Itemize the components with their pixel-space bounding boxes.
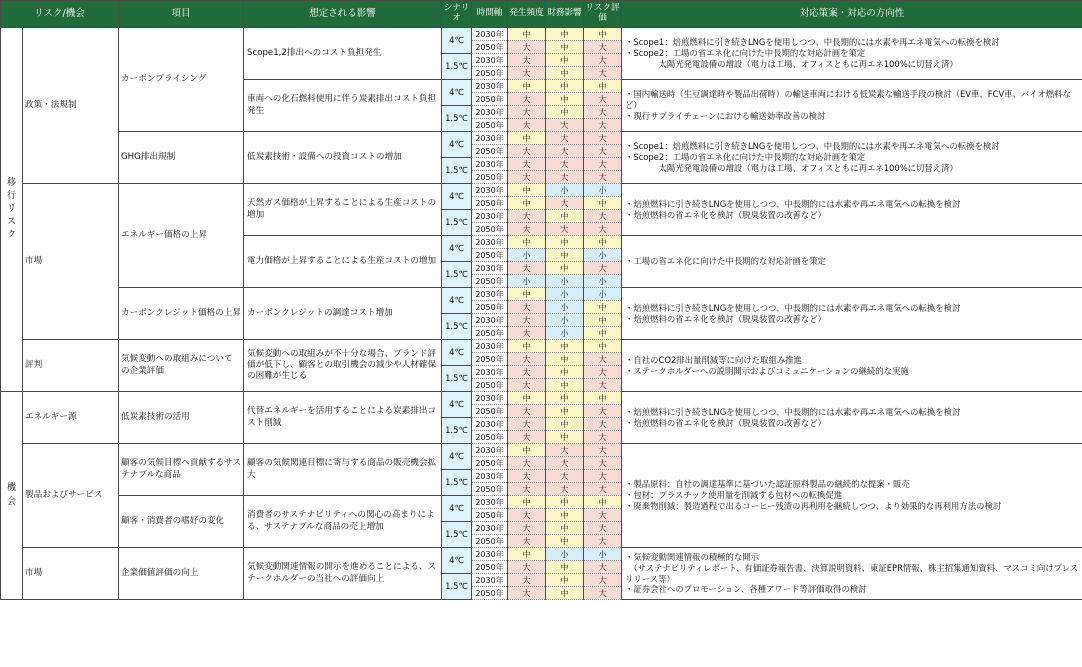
item-cell: 気候変動への取組みについての企業評価 (119, 340, 244, 392)
risk-value: 中 (584, 197, 622, 210)
risk-value: 大 (584, 405, 622, 418)
scenario-cell: 4℃ (442, 340, 472, 366)
scenario-cell: 4℃ (442, 496, 472, 522)
scenario-cell: 4℃ (442, 28, 472, 54)
measures-cell (622, 132, 1082, 184)
year-cell: 2030年 (472, 28, 508, 41)
measure-line: 太陽光発電設備の増設（電力は工場、オフィスともに再エネ100%に切替え済） (625, 162, 958, 173)
measure-line: （サステナビリティレポート、有価証券報告書、決算説明資料、東証EPR情報、株主招集通知資料、マスコミ向けプレスリリース等） (625, 562, 1079, 584)
scenario-cell: 4℃ (442, 236, 472, 262)
year-cell: 2050年 (472, 249, 508, 262)
measure-line: ・Scope1：焙煎燃料に引き続きLNGを使用しつつ、中長期的には水素や再エネ電気への転換を検討 (625, 37, 1000, 48)
frequency-value: 大 (508, 366, 546, 379)
table-row (1, 392, 1082, 405)
risk-value: 中 (584, 327, 622, 340)
frequency-value: 中 (508, 392, 546, 405)
measures-cell (622, 392, 1082, 444)
header-risk-evaluation: リスク評価 (584, 1, 622, 28)
frequency-value: 中 (508, 340, 546, 353)
year-cell: 2030年 (472, 262, 508, 275)
financial-value: 中 (546, 353, 584, 366)
year-cell: 2030年 (472, 132, 508, 145)
financial-value: 小 (546, 301, 584, 314)
risk-value: 大 (584, 509, 622, 522)
table-row (1, 132, 1082, 145)
risk-value: 小 (584, 548, 622, 561)
impact-cell: 顧客の気候関連目標に寄与する商品の販売機会拡大 (244, 444, 442, 496)
risk-value: 大 (584, 262, 622, 275)
frequency-value: 大 (508, 67, 546, 80)
frequency-value: 大 (508, 457, 546, 470)
impact-cell: 天然ガス価格が上昇することによる生産コストの増加 (244, 184, 442, 236)
risk-value: 大 (584, 132, 622, 145)
year-cell: 2050年 (472, 171, 508, 184)
year-cell: 2050年 (472, 405, 508, 418)
year-cell: 2050年 (472, 145, 508, 158)
frequency-value: 小 (508, 249, 546, 262)
risk-value: 大 (584, 366, 622, 379)
financial-value: 中 (546, 41, 584, 54)
measure-line: ・工場の省エネ化に向けた中長期的な対応計画を策定 (625, 256, 827, 267)
financial-value: 中 (546, 54, 584, 67)
financial-value: 中 (546, 236, 584, 249)
frequency-value: 大 (508, 145, 546, 158)
measure-line: ・気候変動関連情報の積極的な開示 (625, 551, 760, 562)
scenario-cell: 4℃ (442, 548, 472, 574)
financial-value: 大 (546, 132, 584, 145)
year-cell: 2050年 (472, 509, 508, 522)
financial-value: 中 (546, 106, 584, 119)
frequency-value: 大 (508, 158, 546, 171)
category-label: 移行リスク (6, 177, 16, 241)
scenario-cell: 1.5℃ (442, 262, 472, 288)
risk-value: 中 (584, 496, 622, 509)
risk-value: 中 (584, 236, 622, 249)
measures-cell (622, 28, 1082, 80)
financial-value: 中 (546, 366, 584, 379)
risk-value: 大 (584, 561, 622, 574)
frequency-value: 大 (508, 405, 546, 418)
financial-value: 大 (546, 483, 584, 496)
risk-value: 中 (584, 340, 622, 353)
risk-value: 小 (584, 184, 622, 197)
year-cell: 2030年 (472, 470, 508, 483)
frequency-value: 大 (508, 41, 546, 54)
item-cell: 低炭素技術の活用 (119, 392, 244, 444)
risk-value: 大 (584, 353, 622, 366)
subgroup-cell: 市場 (23, 184, 119, 340)
year-cell: 2050年 (472, 41, 508, 54)
year-cell: 2030年 (472, 340, 508, 353)
year-cell: 2050年 (472, 301, 508, 314)
year-cell: 2050年 (472, 483, 508, 496)
frequency-value: 大 (508, 418, 546, 431)
subgroup-cell: 評判 (23, 340, 119, 392)
frequency-value: 大 (508, 509, 546, 522)
item-cell: 顧客の気候目標へ貢献するサステナブルな商品 (119, 444, 244, 496)
scenario-cell: 4℃ (442, 132, 472, 158)
risk-value: 中 (584, 301, 622, 314)
frequency-value: 中 (508, 80, 546, 93)
item-cell: 顧客・消費者の嗜好の変化 (119, 496, 244, 548)
impact-cell: 消費者のサステナビリティへの関心の高まりによる、サステナブルな商品の売上増加 (244, 496, 442, 548)
scenario-cell: 1.5℃ (442, 54, 472, 80)
year-cell: 2030年 (472, 366, 508, 379)
frequency-value: 大 (508, 327, 546, 340)
financial-value: 小 (546, 288, 584, 301)
financial-value: 中 (546, 210, 584, 223)
scenario-cell: 1.5℃ (442, 314, 472, 340)
header-measures: 対応策案・対応の方向性 (622, 1, 1082, 28)
risk-value: 大 (584, 171, 622, 184)
financial-value: 中 (546, 405, 584, 418)
year-cell: 2050年 (472, 67, 508, 80)
risk-value: 大 (584, 587, 622, 600)
frequency-value: 大 (508, 54, 546, 67)
measures-cell (622, 80, 1082, 132)
financial-value: 大 (546, 444, 584, 457)
financial-value: 中 (546, 535, 584, 548)
year-cell: 2050年 (472, 93, 508, 106)
frequency-value: 中 (508, 288, 546, 301)
year-cell: 2030年 (472, 158, 508, 171)
risk-value: 小 (584, 288, 622, 301)
table-row (1, 288, 1082, 301)
risk-value: 中 (584, 392, 622, 405)
measure-line: ・Scope2：工場の省エネ化に向けた中長期的な対応計画を策定 (625, 48, 866, 59)
risk-value: 大 (584, 158, 622, 171)
scenario-cell: 4℃ (442, 444, 472, 470)
frequency-value: 大 (508, 301, 546, 314)
risk-value: 大 (584, 418, 622, 431)
measure-line: ・焙煎燃料の省エネ化を検討（脱臭装置の改善など） (625, 417, 827, 428)
item-cell: GHG排出規制 (119, 132, 244, 184)
frequency-value: 大 (508, 171, 546, 184)
frequency-value: 中 (508, 184, 546, 197)
measure-line: ・国内輸送時（生豆調達時や製品出荷時）の輸送車両における低炭素な輸送手段の検討（EV車、FCV車、バイオ燃料など） (625, 89, 1071, 111)
measure-line: ・焙煎燃料の省エネ化を検討（脱臭装置の改善など） (625, 209, 827, 220)
scenario-cell: 4℃ (442, 184, 472, 210)
financial-value: 大 (546, 223, 584, 236)
header-scenario: シナリオ (442, 1, 472, 28)
scenario-cell: 4℃ (442, 80, 472, 106)
measure-line: 太陽光発電設備の増設（電力は工場、オフィスともに再エネ100%に切替え済） (625, 58, 958, 69)
frequency-value: 中 (508, 444, 546, 457)
header-time-axis: 時間軸 (472, 1, 508, 28)
risk-value: 小 (584, 275, 622, 288)
frequency-value: 大 (508, 535, 546, 548)
measure-line: ・廃棄物削減：製造過程で出るコーヒー残渣の再利用を継続しつつ、より効果的な再利用方法の検討 (625, 500, 1002, 511)
year-cell: 2050年 (472, 431, 508, 444)
risk-value: 大 (584, 106, 622, 119)
frequency-value: 大 (508, 431, 546, 444)
year-cell: 2050年 (472, 379, 508, 392)
measures-cell (622, 340, 1082, 392)
financial-value: 小 (546, 548, 584, 561)
measures-cell (622, 184, 1082, 236)
subgroup-cell: エネルギー源 (23, 392, 119, 444)
frequency-value: 大 (508, 119, 546, 132)
year-cell: 2050年 (472, 353, 508, 366)
financial-value: 中 (546, 392, 584, 405)
header-financial-impact: 財務影響 (546, 1, 584, 28)
frequency-value: 中 (508, 548, 546, 561)
item-cell: カーボンプライシング (119, 28, 244, 132)
year-cell: 2030年 (472, 392, 508, 405)
measures-cell (622, 288, 1082, 340)
risk-value: 大 (584, 457, 622, 470)
scenario-cell: 4℃ (442, 392, 472, 418)
header-row (1, 1, 1082, 28)
financial-value: 中 (546, 561, 584, 574)
risk-value: 中 (584, 314, 622, 327)
risk-value: 中 (584, 28, 622, 41)
frequency-value: 大 (508, 262, 546, 275)
risk-value: 大 (584, 444, 622, 457)
risk-value: 大 (584, 67, 622, 80)
financial-value: 中 (546, 80, 584, 93)
scenario-cell: 1.5℃ (442, 574, 472, 600)
measures-cell (622, 444, 1082, 548)
year-cell: 2050年 (472, 457, 508, 470)
impact-cell: 電力価格が上昇することによる生産コストの増加 (244, 236, 442, 288)
risk-value: 大 (584, 574, 622, 587)
item-cell: 企業価値評価の向上 (119, 548, 244, 600)
frequency-value: 小 (508, 275, 546, 288)
item-cell: エネルギー価格の上昇 (119, 184, 244, 288)
frequency-value: 大 (508, 353, 546, 366)
risk-value: 大 (584, 93, 622, 106)
item-cell: カーボンクレジット価格の上昇 (119, 288, 244, 340)
year-cell: 2030年 (472, 106, 508, 119)
measure-line: ・自社のCO2排出量削減等に向けた取組み推進 (625, 354, 802, 365)
scenario-cell: 1.5℃ (442, 158, 472, 184)
financial-value: 大 (546, 171, 584, 184)
table-row (1, 340, 1082, 353)
year-cell: 2050年 (472, 561, 508, 574)
scenario-cell: 4℃ (442, 288, 472, 314)
year-cell: 2030年 (472, 574, 508, 587)
financial-value: 大 (546, 470, 584, 483)
year-cell: 2050年 (472, 535, 508, 548)
measures-cell (622, 236, 1082, 288)
financial-value: 中 (546, 93, 584, 106)
risk-value: 中 (584, 80, 622, 93)
measure-line: ・Scope2：工場の省エネ化に向けた中長期的な対応計画を策定 (625, 152, 866, 163)
impact-cell: カーボンクレジットの調達コスト増加 (244, 288, 442, 340)
measure-line: ・包材：プラスチック使用量を削減する包材への転換促進 (625, 490, 843, 501)
scenario-cell: 1.5℃ (442, 522, 472, 548)
measure-line: ・焙煎燃料に引き続きLNGを使用しつつ、中長期的には水素や再エネ電気への転換を検討 (625, 406, 961, 417)
header-frequency: 発生頻度 (508, 1, 546, 28)
impact-cell: 低炭素技術・設備への投資コストの増加 (244, 132, 442, 184)
measure-line: ・焙煎燃料に引き続きLNGを使用しつつ、中長期的には水素や再エネ電気への転換を検討 (625, 302, 961, 313)
frequency-value: 大 (508, 561, 546, 574)
frequency-value: 大 (508, 106, 546, 119)
risk-value: 大 (584, 210, 622, 223)
financial-value: 中 (546, 262, 584, 275)
table-body (1, 28, 1082, 600)
year-cell: 2030年 (472, 210, 508, 223)
measure-line: ・製品原料：自社の調達基準に基づいた認証原料製品の継続的な提案・販売 (625, 479, 910, 490)
risk-value: 大 (584, 470, 622, 483)
risk-value: 大 (584, 483, 622, 496)
measure-line: ・証券会社へのプロモーション、各種アワード等評価取得の検討 (625, 584, 867, 595)
measure-line: ・Scope1：焙煎燃料に引き続きLNGを使用しつつ、中長期的には水素や再エネ電気への転換を検討 (625, 141, 1000, 152)
risk-value: 大 (584, 535, 622, 548)
measure-line: ・焙煎燃料の省エネ化を検討（脱臭装置の改善など） (625, 313, 827, 324)
header-item: 項目 (119, 1, 244, 28)
year-cell: 2050年 (472, 327, 508, 340)
year-cell: 2030年 (472, 288, 508, 301)
financial-value: 中 (546, 574, 584, 587)
financial-value: 中 (546, 418, 584, 431)
year-cell: 2030年 (472, 522, 508, 535)
frequency-value: 中 (508, 132, 546, 145)
impact-cell: Scope1,2排出へのコスト負担発生 (244, 28, 442, 80)
header-impact: 想定される影響 (244, 1, 442, 28)
financial-value: 中 (546, 67, 584, 80)
table-row (1, 548, 1082, 561)
year-cell: 2050年 (472, 119, 508, 132)
frequency-value: 大 (508, 93, 546, 106)
header-risk-opportunity: リスク/機会 (1, 1, 119, 28)
measure-line: ・現行サプライチェーンにおける輸送効率改善の検討 (625, 110, 826, 121)
financial-value: 小 (546, 327, 584, 340)
table-row (1, 444, 1082, 457)
scenario-cell: 1.5℃ (442, 366, 472, 392)
year-cell: 2030年 (472, 54, 508, 67)
financial-value: 中 (546, 28, 584, 41)
impact-cell: 車両への化石燃料使用に伴う炭素排出コスト負担発生 (244, 80, 442, 132)
risk-value: 小 (584, 249, 622, 262)
financial-value: 大 (546, 457, 584, 470)
frequency-value: 大 (508, 470, 546, 483)
frequency-value: 大 (508, 223, 546, 236)
financial-value: 中 (546, 340, 584, 353)
frequency-value: 大 (508, 314, 546, 327)
impact-cell: 気候変動への取組みが不十分な場合、ブランド評価が低下し、顧客との取引機会の減少や人材確保の困難が生じる (244, 340, 442, 392)
risk-value: 大 (584, 379, 622, 392)
financial-value: 小 (546, 314, 584, 327)
impact-cell: 気候変動関連情報の開示を進めることによる、ステークホルダーの当社への評価向上 (244, 548, 442, 600)
scenario-cell: 1.5℃ (442, 106, 472, 132)
frequency-value: 中 (508, 236, 546, 249)
measure-line: ・ステークホルダーへの説明開示およびコミュニケーションの継続的な実施 (625, 365, 909, 376)
frequency-value: 大 (508, 210, 546, 223)
financial-value: 中 (546, 522, 584, 535)
year-cell: 2030年 (472, 496, 508, 509)
frequency-value: 中 (508, 496, 546, 509)
measures-cell (622, 548, 1082, 600)
frequency-value: 大 (508, 574, 546, 587)
financial-value: 大 (546, 197, 584, 210)
table-row (1, 28, 1082, 41)
financial-value: 大 (546, 145, 584, 158)
risk-value: 大 (584, 41, 622, 54)
table-row (1, 184, 1082, 197)
year-cell: 2030年 (472, 236, 508, 249)
measure-line: ・焙煎燃料に引き続きLNGを使用しつつ、中長期的には水素や再エネ電気への転換を検討 (625, 198, 961, 209)
financial-value: 中 (546, 496, 584, 509)
year-cell: 2050年 (472, 275, 508, 288)
risk-value: 大 (584, 431, 622, 444)
year-cell: 2030年 (472, 418, 508, 431)
risk-value: 大 (584, 522, 622, 535)
scenario-cell: 1.5℃ (442, 418, 472, 444)
year-cell: 2050年 (472, 197, 508, 210)
frequency-value: 大 (508, 483, 546, 496)
year-cell: 2030年 (472, 80, 508, 93)
frequency-value: 中 (508, 28, 546, 41)
risk-value: 大 (584, 223, 622, 236)
frequency-value: 大 (508, 379, 546, 392)
financial-value: 小 (546, 184, 584, 197)
impact-cell: 代替エネルギーを活用することによる炭素排出コスト削減 (244, 392, 442, 444)
frequency-value: 大 (508, 587, 546, 600)
risk-value: 大 (584, 54, 622, 67)
year-cell: 2030年 (472, 444, 508, 457)
subgroup-cell: 市場 (23, 548, 119, 600)
financial-value: 中 (546, 379, 584, 392)
frequency-value: 大 (508, 522, 546, 535)
financial-value: 大 (546, 119, 584, 132)
frequency-value: 中 (508, 197, 546, 210)
category-cell (1, 28, 23, 392)
year-cell: 2050年 (472, 587, 508, 600)
financial-value: 中 (546, 431, 584, 444)
year-cell: 2050年 (472, 223, 508, 236)
risk-value: 大 (584, 119, 622, 132)
year-cell: 2030年 (472, 314, 508, 327)
subgroup-cell: 製品およびサービス (23, 444, 119, 548)
scenario-cell: 1.5℃ (442, 210, 472, 236)
scenario-cell: 1.5℃ (442, 470, 472, 496)
year-cell: 2030年 (472, 184, 508, 197)
financial-value: 中 (546, 587, 584, 600)
category-label: 機会 (6, 483, 16, 507)
financial-value: 中 (546, 249, 584, 262)
risk-value: 大 (584, 145, 622, 158)
year-cell: 2030年 (472, 548, 508, 561)
financial-value: 中 (546, 509, 584, 522)
financial-value: 大 (546, 158, 584, 171)
category-cell (1, 392, 23, 600)
financial-value: 小 (546, 275, 584, 288)
subgroup-cell: 政策・法規制 (23, 28, 119, 184)
